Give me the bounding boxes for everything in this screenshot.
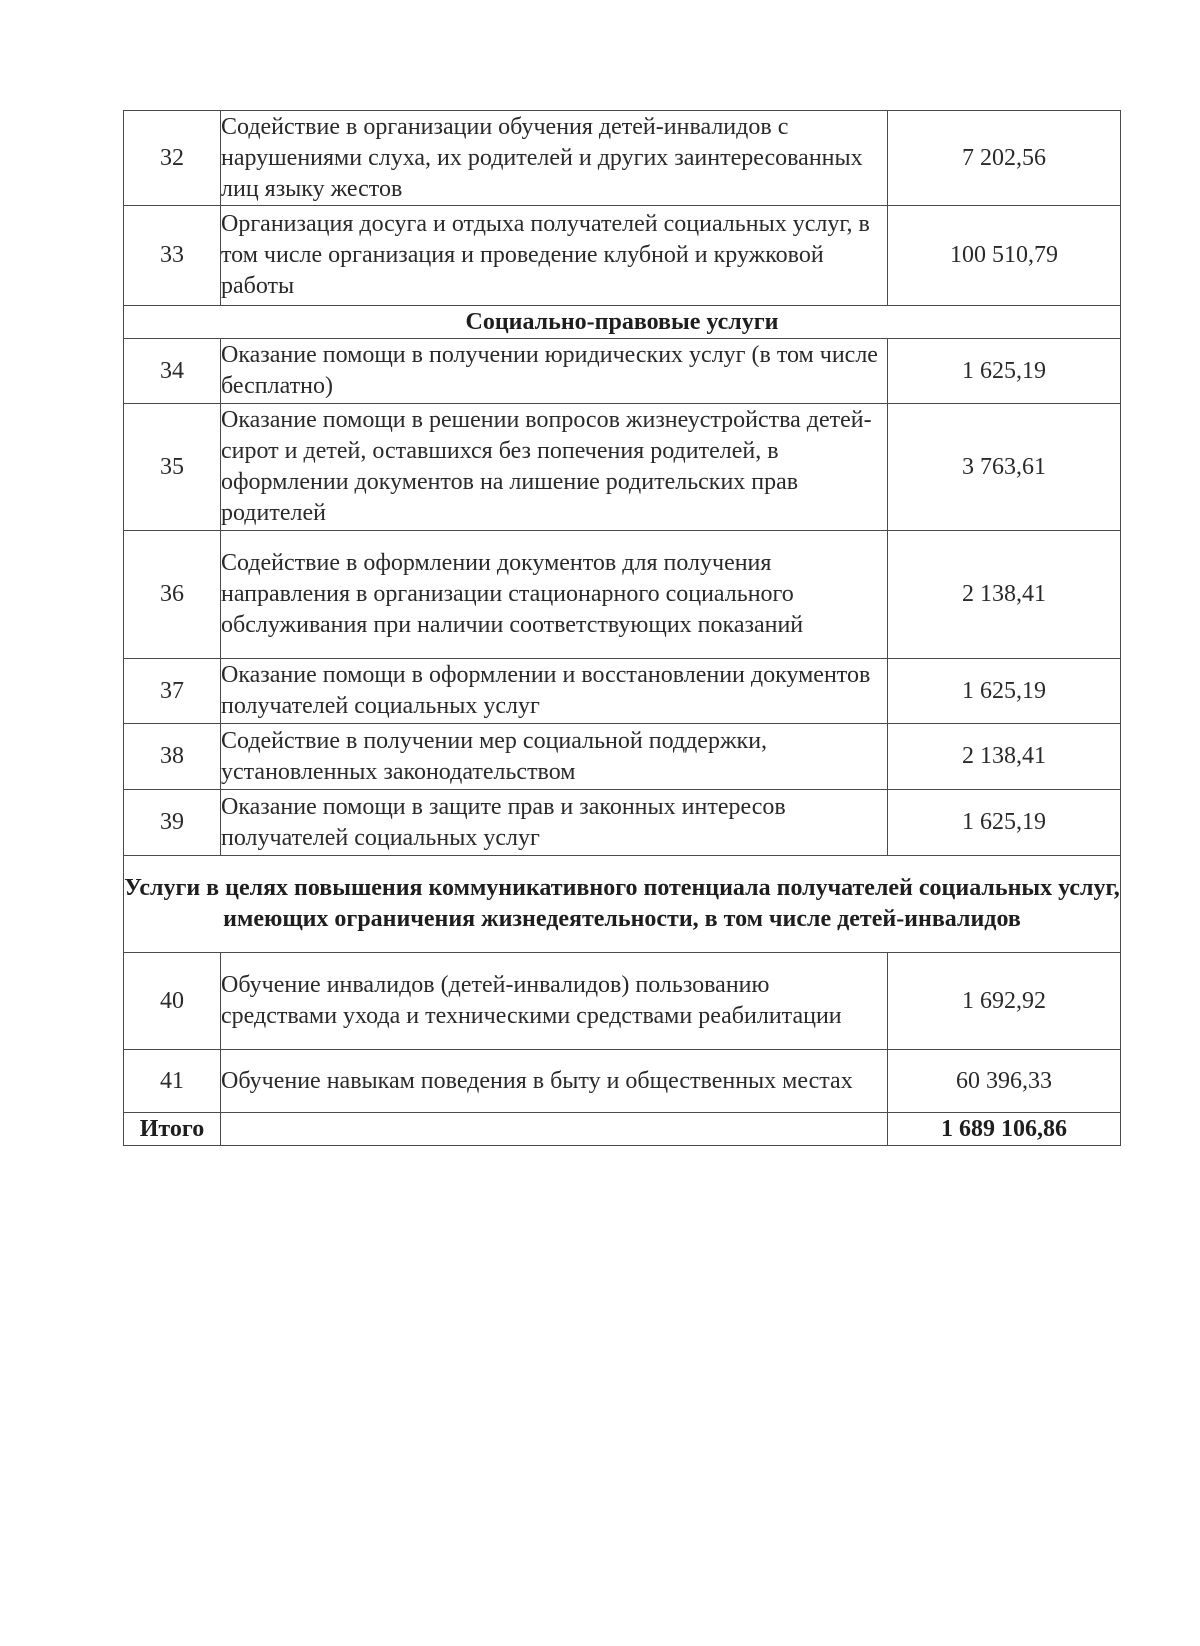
row-number: 33 [124,206,221,306]
service-amount: 60 396,33 [888,1050,1121,1113]
services-cost-table [123,110,1121,1146]
service-name: Оказание помощи в оформлении и восстановлении документов получателей социальных услуг [221,659,888,724]
row-number: 40 [124,953,221,1050]
service-amount: 1 692,92 [888,953,1121,1050]
row-number: 39 [124,790,221,856]
table-row [124,659,1121,724]
row-number: 32 [124,111,221,206]
section-title-communication: Услуги в целях повышения коммуникативного потенциала получателей социальных услуг, имеющих ограничения жизнедеятельности, в том числе детей-инвалидов [124,856,1121,953]
service-name: Обучение инвалидов (детей-инвалидов) пользованию средствами ухода и техническими средствами реабилитации [221,953,888,1050]
row-number: 41 [124,1050,221,1113]
table-row [124,1050,1121,1113]
section-header-row [124,856,1121,953]
service-amount: 1 625,19 [888,790,1121,856]
total-name [221,1113,888,1146]
table-row [124,531,1121,659]
table-row [124,724,1121,790]
service-name: Содействие в получении мер социальной поддержки, установленных законодательством [221,724,888,790]
section-title-legal: Социально-правовые услуги [124,306,1121,339]
service-amount: 7 202,56 [888,111,1121,206]
table-row [124,790,1121,856]
row-number: 36 [124,531,221,659]
service-name: Обучение навыкам поведения в быту и общественных местах [221,1050,888,1113]
total-label: Итого [124,1113,221,1146]
table-row [124,339,1121,404]
row-number: 35 [124,404,221,531]
service-name: Оказание помощи в защите прав и законных интересов получателей социальных услуг [221,790,888,856]
service-name: Оказание помощи в решении вопросов жизнеустройства детей-сирот и детей, оставшихся без попечения родителей, в оформлении документов на лишение родительских прав родителей [221,404,888,531]
row-number: 37 [124,659,221,724]
row-number: 34 [124,339,221,404]
table-row [124,111,1121,206]
service-name: Организация досуга и отдыха получателей социальных услуг, в том числе организация и проведение клубной и кружковой работы [221,206,888,306]
service-amount: 100 510,79 [888,206,1121,306]
table-row [124,953,1121,1050]
service-name: Оказание помощи в получении юридических услуг (в том числе бесплатно) [221,339,888,404]
service-amount: 1 625,19 [888,659,1121,724]
service-amount: 2 138,41 [888,531,1121,659]
table-row [124,404,1121,531]
service-name: Содействие в организации обучения детей-инвалидов с нарушениями слуха, их родителей и других заинтересованных лиц языку жестов [221,111,888,206]
service-amount: 3 763,61 [888,404,1121,531]
section-header-row [124,306,1121,339]
total-amount: 1 689 106,86 [888,1113,1121,1146]
total-row [124,1113,1121,1146]
table-row [124,206,1121,306]
service-amount: 1 625,19 [888,339,1121,404]
service-name: Содействие в оформлении документов для получения направления в организации стационарного социального обслуживания при наличии соответствующих показаний [221,531,888,659]
row-number: 38 [124,724,221,790]
service-amount: 2 138,41 [888,724,1121,790]
